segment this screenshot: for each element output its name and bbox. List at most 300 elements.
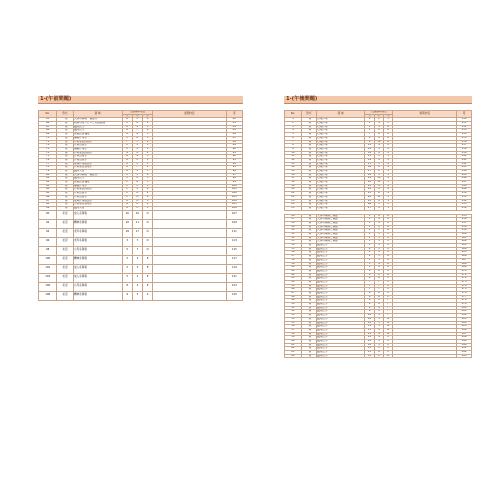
left-page-title: 1-(午前問題): [38, 96, 243, 104]
table-cell: 小児系障害: [73, 246, 122, 255]
table-cell: 3: [374, 244, 383, 248]
table-cell: 10: [365, 314, 374, 318]
table-cell: 12: [285, 158, 302, 162]
table-cell: 21: [365, 184, 374, 188]
table-cell: 11: [285, 155, 302, 159]
table-cell: 一般: [301, 255, 316, 259]
table-cell: 6: [374, 351, 383, 355]
table-cell: 一般: [301, 122, 316, 126]
table-cell: 20: [285, 188, 302, 192]
table-cell: D: [122, 199, 132, 203]
table-cell: 作業治療学: [73, 192, 122, 196]
table-cell: 一般: [301, 273, 316, 277]
table-cell: 作業治療学: [73, 155, 122, 159]
table-cell: 2: [285, 122, 302, 126]
table-cell: 心理作業: [316, 151, 365, 155]
table-cell: 一般: [301, 336, 316, 340]
table-cell: 一般: [301, 177, 316, 181]
table-cell: 一般: [301, 258, 316, 262]
table-cell: 140: [457, 155, 472, 159]
table-cell: B: [132, 136, 142, 140]
table-cell: B: [122, 203, 132, 207]
table-cell: 141: [457, 158, 472, 162]
col-criteria: 出題基準項目: [365, 111, 393, 115]
table-cell: 状況: [57, 255, 73, 264]
table-cell: 2: [143, 147, 153, 151]
table-cell: 心理作業: [316, 206, 365, 210]
table-cell: 103: [226, 195, 242, 199]
table-cell: 一般: [301, 229, 316, 233]
table-cell: 15: [365, 162, 374, 166]
table-cell: 12: [365, 336, 374, 340]
table-cell: 100: [226, 184, 242, 188]
table-cell: E: [143, 255, 153, 264]
table-cell: 84: [39, 188, 57, 192]
table-cell: 一般: [57, 133, 73, 137]
table-cell: 4: [374, 266, 383, 270]
table-cell: 一般: [301, 347, 316, 351]
table-cell: 心理作業: [316, 170, 365, 174]
table-cell: 58: [285, 332, 302, 336]
table-cell: 3: [285, 125, 302, 129]
table-cell: 181: [457, 310, 472, 314]
table-cell: B: [132, 181, 142, 185]
table-cell: 4: [374, 332, 383, 336]
table-cell: 92: [226, 155, 242, 159]
col-desc: 説明内容: [393, 111, 457, 118]
table-cell: A: [132, 155, 142, 159]
table-cell: 2: [143, 192, 153, 196]
table-cell: 3: [374, 236, 383, 240]
table-cell: 23: [365, 192, 374, 196]
table-cell: [153, 255, 226, 264]
table-cell: 成人系障害: [73, 273, 122, 282]
table-cell: 132: [457, 125, 472, 129]
table-cell: 160: [457, 233, 472, 237]
table-cell: 193: [457, 354, 472, 358]
table-cell: C: [384, 247, 393, 251]
table-cell: 11: [374, 181, 383, 185]
table-cell: 一般: [301, 125, 316, 129]
table-cell: A: [384, 214, 393, 218]
table-cell: 一般: [301, 166, 316, 170]
table-cell: 心理作業: [316, 122, 365, 126]
table-cell: 73: [39, 147, 57, 151]
table-cell: 45: [285, 284, 302, 288]
table-cell: 93: [226, 158, 242, 162]
table-cell: 57: [285, 328, 302, 332]
table-cell: 基礎作業学: [73, 184, 122, 188]
table-cell: A: [132, 133, 142, 137]
table-cell: 27: [365, 206, 374, 210]
table-cell: 24: [285, 203, 302, 207]
table-cell: C: [122, 147, 132, 151]
table-cell: 一般: [301, 195, 316, 199]
table-cell: 1: [365, 118, 374, 122]
table-cell: 85: [39, 192, 57, 196]
table-cell: G: [384, 317, 393, 321]
table-cell: 55: [285, 321, 302, 325]
table-cell: E: [384, 280, 393, 284]
table-cell: 5: [384, 170, 393, 174]
table-cell: 9: [365, 310, 374, 314]
table-cell: 状況: [57, 273, 73, 282]
table-cell: 143: [457, 166, 472, 170]
table-cell: 5: [374, 258, 383, 262]
table-cell: 人体の構造と機能: [316, 225, 365, 229]
table-cell: 174: [457, 284, 472, 288]
table-cell: 173: [457, 280, 472, 284]
table-cell: 71: [39, 140, 57, 144]
table-cell: 161: [457, 236, 472, 240]
table-cell: 190: [457, 343, 472, 347]
table-cell: 82: [39, 181, 57, 185]
table-cell: 7: [374, 284, 383, 288]
col-page: 頁: [457, 111, 472, 118]
table-cell: D: [143, 228, 153, 237]
table-cell: D: [384, 273, 393, 277]
table-cell: 3: [143, 162, 153, 166]
table-cell: 臨床医学: [316, 247, 365, 251]
table-cell: [153, 237, 226, 246]
table-cell: 一般: [301, 240, 316, 244]
table-cell: C: [122, 195, 132, 199]
table-cell: F: [384, 310, 393, 314]
table-cell: 一般: [301, 144, 316, 148]
table-cell: 9: [122, 291, 132, 300]
table-cell: 36: [285, 251, 302, 255]
table-cell: 8: [374, 133, 383, 137]
table-cell: D: [384, 125, 393, 129]
table-cell: 一般: [301, 314, 316, 318]
table-cell: 一般: [301, 155, 316, 159]
table-cell: A: [384, 218, 393, 222]
table-cell: 2: [143, 203, 153, 207]
table-cell: 3: [365, 244, 374, 248]
table-cell: D: [384, 269, 393, 273]
table-cell: 2: [384, 151, 393, 155]
table-cell: D: [384, 255, 393, 259]
table-cell: A: [384, 354, 393, 358]
table-cell: 6: [374, 354, 383, 358]
table-cell: 5: [143, 136, 153, 140]
table-cell: B: [122, 155, 132, 159]
table-cell: D: [122, 158, 132, 162]
table-cell: 89: [226, 144, 242, 148]
table-cell: 35: [285, 247, 302, 251]
table-cell: 159: [457, 229, 472, 233]
table-cell: E: [384, 295, 393, 299]
table-cell: 87: [226, 136, 242, 140]
table-cell: 心理作業: [316, 144, 365, 148]
table-cell: F: [122, 140, 132, 144]
table-cell: A: [384, 136, 393, 140]
table-cell: 作業療法評価学: [73, 151, 122, 155]
table-cell: 102: [39, 264, 57, 273]
table-cell: 46: [285, 288, 302, 292]
table-cell: 一般: [301, 299, 316, 303]
table-cell: 一般: [301, 133, 316, 137]
table-cell: 成人系障害: [73, 210, 122, 219]
right-page: [284, 96, 472, 358]
table-cell: 9: [365, 136, 374, 140]
table-cell: 65: [39, 118, 57, 122]
table-cell: 2: [384, 158, 393, 162]
table-cell: 4: [374, 144, 383, 148]
table-cell: 5: [374, 125, 383, 129]
table-cell: 188: [457, 336, 472, 340]
table-cell: 189: [457, 339, 472, 343]
table-cell: 12: [365, 339, 374, 343]
table-cell: 一般: [301, 206, 316, 210]
table-cell: 心理作業: [316, 188, 365, 192]
table-cell: 22: [285, 195, 302, 199]
table-cell: 2: [384, 144, 393, 148]
table-cell: 6: [374, 192, 383, 196]
table-cell: 5: [374, 147, 383, 151]
table-cell: 臨床実習: [73, 170, 122, 174]
table-cell: 150: [457, 192, 472, 196]
table-cell: 38: [285, 258, 302, 262]
table-cell: 状況: [57, 228, 73, 237]
table-cell: 4: [143, 129, 153, 133]
table-cell: E: [143, 282, 153, 291]
col-desc: 説明内容: [153, 111, 226, 118]
table-cell: 24: [365, 195, 374, 199]
table-cell: D: [122, 206, 132, 210]
table-cell: 3: [365, 240, 374, 244]
left-page: [38, 96, 243, 301]
table-cell: C: [122, 122, 132, 126]
table-cell: 一般: [301, 129, 316, 133]
table-cell: 臨床医学: [316, 288, 365, 292]
table-cell: 123: [226, 282, 242, 291]
table-cell: 成人系障害: [73, 264, 122, 273]
table-cell: 心理作業: [316, 173, 365, 177]
table-cell: 4: [374, 122, 383, 126]
table-cell: 基礎作業学: [73, 147, 122, 151]
table-cell: 臨床医学: [316, 299, 365, 303]
table-cell: 3: [143, 206, 153, 210]
table-cell: 7: [365, 284, 374, 288]
table-cell: 191: [457, 347, 472, 351]
table-cell: 状況: [57, 237, 73, 246]
table-cell: 2: [365, 229, 374, 233]
table-cell: 49: [285, 299, 302, 303]
table-cell: 157: [457, 221, 472, 225]
table-cell: 一般: [301, 295, 316, 299]
table-cell: 3: [374, 317, 383, 321]
table-cell: 臨床医学: [316, 255, 365, 259]
table-cell: 53: [285, 314, 302, 318]
table-cell: 30: [285, 229, 302, 233]
table-cell: 4: [365, 251, 374, 255]
table-cell: 3: [384, 195, 393, 199]
table-cell: 12: [365, 151, 374, 155]
table-cell: 3: [374, 325, 383, 329]
table-cell: 8: [374, 129, 383, 133]
table-cell: 人体の構造・機能系: [73, 118, 122, 122]
table-cell: G: [384, 332, 393, 336]
col-sub-large: 大: [365, 114, 374, 118]
table-cell: [153, 291, 226, 300]
table-cell: [153, 219, 226, 228]
table-cell: 117: [226, 255, 242, 264]
table-cell: 一般: [301, 321, 316, 325]
table-cell: 3: [384, 118, 393, 122]
table-cell: F: [384, 306, 393, 310]
table-cell: 心理作業: [316, 118, 365, 122]
table-cell: 人体の構造と機能: [316, 221, 365, 225]
table-cell: 人体の構造と機能: [316, 229, 365, 233]
table-cell: 一般: [57, 206, 73, 210]
table-cell: E: [122, 192, 132, 196]
table-cell: 臨床医学: [316, 325, 365, 329]
table-cell: C: [132, 118, 142, 122]
table-cell: 170: [457, 269, 472, 273]
table-cell: 142: [457, 162, 472, 166]
table-cell: 精神系障害: [73, 291, 122, 300]
table-cell: C: [132, 147, 142, 151]
table-cell: 作業治療学: [73, 158, 122, 162]
table-cell: 5: [374, 162, 383, 166]
table-cell: E: [132, 125, 142, 129]
table-cell: 4: [374, 328, 383, 332]
table-cell: 21: [285, 192, 302, 196]
table-cell: 6: [374, 277, 383, 281]
table-cell: 保健医療福祉: [73, 181, 122, 185]
table-cell: 14: [285, 166, 302, 170]
table-cell: C: [122, 136, 132, 140]
table-cell: C: [122, 173, 132, 177]
table-cell: 51: [285, 306, 302, 310]
table-cell: G: [384, 321, 393, 325]
table-cell: 3: [143, 133, 153, 137]
table-cell: 10: [374, 177, 383, 181]
table-cell: D: [122, 129, 132, 133]
table-cell: 8: [285, 144, 302, 148]
table-cell: 一般: [301, 233, 316, 237]
table-cell: 一般: [301, 317, 316, 321]
table-cell: 3: [374, 321, 383, 325]
col-area: 領 域: [316, 111, 365, 118]
table-cell: 一般: [57, 170, 73, 174]
table-cell: 人体の構造と機能: [316, 214, 365, 218]
table-cell: D: [122, 125, 132, 129]
table-cell: 8: [365, 292, 374, 296]
table-cell: 85: [226, 129, 242, 133]
table-cell: C: [132, 206, 142, 210]
table-cell: 60: [285, 339, 302, 343]
table-cell: 7: [374, 288, 383, 292]
table-cell: 一般: [301, 140, 316, 144]
table-cell: 一般: [301, 351, 316, 355]
table-cell: 54: [285, 317, 302, 321]
table-cell: 8: [374, 170, 383, 174]
table-row: [39, 219, 243, 228]
table-cell: 一般: [301, 343, 316, 347]
table-cell: H: [384, 339, 393, 343]
table-cell: E: [384, 292, 393, 296]
table-cell: 状況: [57, 219, 73, 228]
table-cell: E: [384, 284, 393, 288]
table-cell: 一般: [57, 151, 73, 155]
table-cell: 一般: [301, 203, 316, 207]
table-cell: 42: [285, 273, 302, 277]
table-cell: E: [384, 288, 393, 292]
table-cell: C: [122, 144, 132, 148]
table-cell: 13: [365, 347, 374, 351]
table-cell: 8: [365, 299, 374, 303]
table-cell: [393, 354, 457, 358]
table-cell: 6: [365, 269, 374, 273]
table-cell: 作業療法評価学: [73, 140, 122, 144]
table-cell: 3: [143, 170, 153, 174]
table-cell: 2: [384, 147, 393, 151]
table-cell: 48: [285, 295, 302, 299]
table-cell: 9: [365, 303, 374, 307]
table-cell: 52: [285, 310, 302, 314]
table-cell: 149: [457, 188, 472, 192]
table-cell: 臨床実習: [73, 206, 122, 210]
table-cell: 109: [226, 219, 242, 228]
table-cell: A: [384, 129, 393, 133]
table-cell: 39: [285, 262, 302, 266]
table-cell: 151: [457, 195, 472, 199]
table-cell: 一般: [301, 251, 316, 255]
table-cell: 19: [365, 177, 374, 181]
table-cell: 臨床医学: [316, 266, 365, 270]
table-cell: 5: [285, 133, 302, 137]
table-cell: C: [384, 240, 393, 244]
table-cell: 13: [365, 351, 374, 355]
table-cell: 147: [457, 181, 472, 185]
table-cell: 地域作業療法学: [73, 199, 122, 203]
table-cell: 5: [365, 262, 374, 266]
table-cell: 6: [365, 277, 374, 281]
table-cell: A: [132, 151, 142, 155]
table-cell: 33: [285, 240, 302, 244]
table-cell: 99: [226, 181, 242, 185]
table-cell: 80: [39, 173, 57, 177]
table-cell: 心理作業: [316, 133, 365, 137]
table-cell: B: [384, 225, 393, 229]
table-cell: [153, 282, 226, 291]
table-cell: 154: [457, 206, 472, 210]
table-cell: 17: [285, 177, 302, 181]
table-cell: 83: [39, 184, 57, 188]
table-cell: C: [384, 233, 393, 237]
table-cell: 89: [39, 206, 57, 210]
table-cell: 14: [365, 158, 374, 162]
table-cell: 状況: [57, 282, 73, 291]
table-cell: 158: [457, 225, 472, 229]
table-cell: 心理作業: [316, 125, 365, 129]
table-cell: 4: [143, 188, 153, 192]
table-cell: 臨床医学: [316, 351, 365, 355]
table-cell: 20: [365, 181, 374, 185]
table-cell: 144: [457, 170, 472, 174]
table-cell: 一般: [57, 199, 73, 203]
table-cell: C: [122, 177, 132, 181]
right-page-title: 1-(午後問題): [284, 96, 472, 104]
col-page: 頁: [226, 111, 242, 118]
table-cell: 19: [285, 184, 302, 188]
table-cell: 98: [226, 177, 242, 181]
table-cell: 8: [374, 184, 383, 188]
table-cell: 一般: [301, 136, 316, 140]
table-cell: 作業治療学: [73, 195, 122, 199]
